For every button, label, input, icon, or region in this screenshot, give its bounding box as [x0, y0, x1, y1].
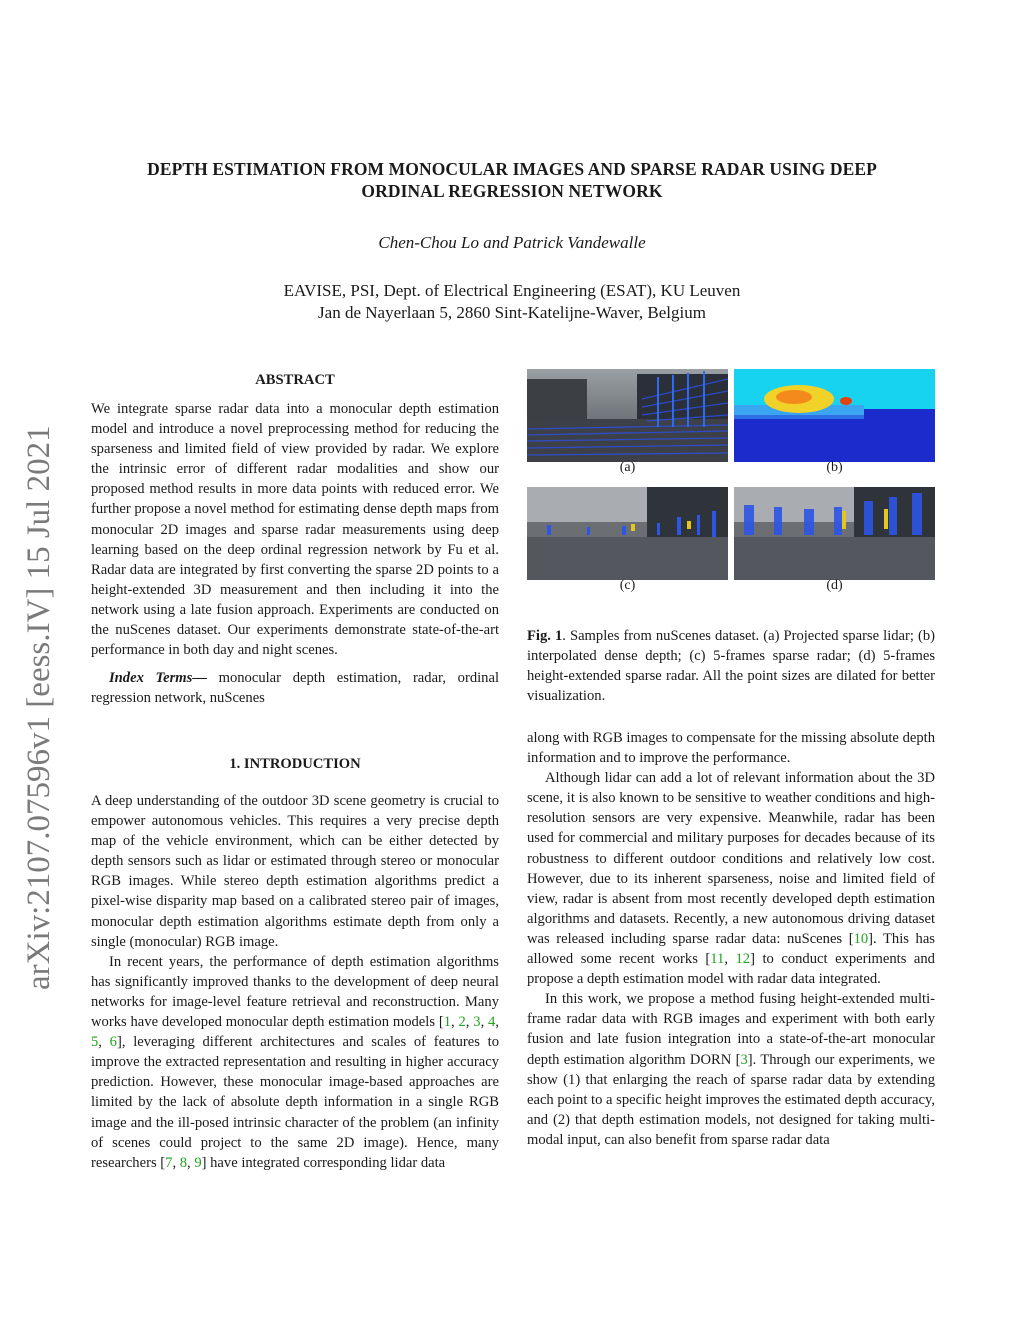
caption-text	[527, 626, 935, 706]
right-paragraph-2: Although lidar can add a lot of relevant information about the 3D scene, it is also known to be sensitive to weather conditions and high-resolution sensors are very expensive. Meanwhile, radar has been used for commercial and military purposes for decades because of its robustness to different outdoor conditions and relatively low cost. However, due to its inherent sparseness, noise and limited field of view, radar is absent from most recently developed depth estimation algorithms and datasets. Recently, a new autonomous driving dataset was released including sparse radar data: nuScenes [10]. This has allowed some recent works [11, 12] to conduct experiments and propose a depth estimation model with radar data integrated.	[527, 770, 935, 988]
citation-link[interactable]: 4	[488, 1014, 496, 1031]
intro-text	[91, 791, 499, 1173]
index-terms-text: monocular depth estimation, radar, ordinal regression network, nuScenes	[91, 670, 499, 707]
figure-projected-lidar	[527, 369, 728, 462]
intro-p2-text-a: In recent years, the performance of depth estimation algorithms has significantly improved thanks to the development of deep neural networks for image-level feature retrieval and reconstruction. Many works have developed monocular depth estimation models [	[91, 953, 499, 1031]
figure-height-extended-radar	[734, 487, 935, 580]
title-line-1: DEPTH ESTIMATION FROM MONOCULAR IMAGES AND SPARSE RADAR USING DEEP	[147, 159, 877, 179]
right-p3-text-end: ]. Through our experiments, we show (1) that enlarging the reach of sparse radar data by extending each point to a specific height improves the estimated depth accuracy, and (2) that depth estimation models, not designed for taking multi-modal input, can also benefit from sparse radar data	[527, 1051, 935, 1148]
right-column-text	[527, 728, 935, 1150]
intro-p2-text-end: ] have integrated corresponding lidar data	[201, 1154, 446, 1171]
index-terms-label: Index Terms—	[109, 670, 207, 687]
citation-link[interactable]: 8	[179, 1154, 188, 1171]
figure-sparse-radar	[527, 487, 728, 580]
figure-label-c: (c)	[619, 578, 636, 593]
intro-p2-text-b: ], leveraging different architectures and scales of features to improve the extracted representation and resulting in higher accuracy prediction. However, these monocular image-based approaches are limited by the lack of absolute depth information in a single RGB image and the ill-posed intrinsic character of the problem (an infinity of scenes could project to the same 2D image). Hence, many researchers [	[91, 1034, 499, 1171]
figure-caption	[527, 626, 935, 706]
citation-link[interactable]: 5	[91, 1034, 99, 1051]
abstract-text	[91, 399, 499, 708]
title-line-2: ORDINAL REGRESSION NETWORK	[361, 181, 663, 201]
abstract-body: We integrate sparse radar data into a monocular depth estimation model and introduce a novel preprocessing method for reducing the sparseness and limited field of view provided by radar. We explore the intrinsic error of different radar modalities and show our proposed method results in more data points with reduced error. We further propose a novel method for estimating dense depth maps from monocular 2D images and sparse radar measurements using deep learning based on the deep ordinal regression network by Fu et al. Radar data are integrated by first converting the sparse 2D points to a height-extended 3D measurement and then including it into the network using a late fusion approach. Experiments are conducted on the nuScenes dataset. Our experiments demonstrate state-of-the-art performance in both day and night scenes.	[91, 401, 499, 659]
caption-label: Fig. 1	[527, 628, 563, 644]
abstract-heading: ABSTRACT	[255, 372, 335, 388]
figure-dense-depth	[734, 369, 935, 462]
caption-body: . Samples from nuScenes dataset. (a) Projected sparse lidar; (b) interpolated dense depth; (c) 5-frames sparse radar; (d) 5-frames height-extended sparse radar. All the point sizes are dilated for better visualization.	[527, 628, 935, 705]
citation-link[interactable]: 10	[853, 930, 869, 947]
right-paragraph-1: along with RGB images to compensate for the missing absolute depth information and to improve the performance.	[527, 730, 935, 767]
figure-label-d: (d)	[826, 578, 843, 593]
affiliation-line-2: Jan de Nayerlaan 5, 2860 Sint-Katelijne-Waver, Belgium	[318, 303, 706, 322]
affiliation	[0, 280, 1024, 324]
paper-title	[60, 158, 964, 202]
arxiv-identifier: arXiv:2107.07596v1 [eess.IV] 15 Jul 2021	[21, 425, 57, 990]
citation-link[interactable]: 9	[194, 1154, 202, 1171]
arxiv-sidebar	[14, 360, 64, 990]
citation-link[interactable]: 7	[165, 1154, 173, 1171]
figure-label-b: (b)	[826, 460, 843, 475]
right-p3-text-a: In this work, we propose a method fusing height-extended multi-frame radar data with RGB images and experiment with both early fusion and late fusion integration into a state-of-the-art monocular depth estimation algorithm DORN [	[527, 991, 935, 1068]
right-p2-text-a: Although lidar can add a lot of relevant information about the 3D scene, it is also known to be sensitive to weather conditions and high-resolution sensors are very expensive. Meanwhile, radar has been used for commercial and military purposes for decades because of its robustness to different outdoor conditions and relatively low cost. However, due to its inherent sparseness, noise and limited field of view, radar is absent from most recently developed depth estimation algorithms and datasets. Recently, a new autonomous driving dataset was released including sparse radar data: nuScenes [	[527, 770, 935, 947]
authors: Chen-Chou Lo and Patrick Vandewalle	[378, 233, 646, 252]
citation-link[interactable]: 3	[473, 1014, 481, 1031]
citation-link[interactable]: 2	[458, 1014, 466, 1031]
right-p2-text-end: ] to conduct experiments and propose a depth estimation model with radar data integrated.	[527, 951, 935, 988]
citation-link[interactable]: 12	[735, 951, 751, 968]
right-paragraph-3	[527, 989, 935, 1150]
citation-link[interactable]: 3	[740, 1051, 748, 1068]
intro-heading: 1. INTRODUCTION	[229, 756, 361, 772]
citation-link[interactable]: 11	[710, 951, 725, 968]
right-p2-text-b: ]. This has allowed some recent works [	[527, 930, 935, 968]
intro-paragraph-1: A deep understanding of the outdoor 3D scene geometry is crucial to empower autonomous vehicles. This requires a very precise depth map of the vehicle environment, which can be either detected by depth sensors such as lidar or estimated through stereo or monocular RGB images. While stereo depth estimation algorithms predict a pixel-wise disparity map based on a calibrated stereo pair of images, monocular depth estimation algorithms estimate depth from only a single (monocular) RGB image.	[91, 793, 499, 950]
citation-link[interactable]: 6	[109, 1034, 117, 1051]
citation-link[interactable]: 1	[443, 1014, 451, 1031]
affiliation-line-1: EAVISE, PSI, Dept. of Electrical Engineering (ESAT), KU Leuven	[283, 281, 741, 300]
figure-label-a: (a)	[619, 460, 636, 475]
intro-paragraph-2: In recent years, the performance of depth estimation algorithms has significantly improved thanks to the development of deep neural networks for image-level feature retrieval and reconstruction. Many works have developed monocular depth estimation models [1, 2, 3, 4, 5, 6], leveraging different architectures and scales of features to improve the extracted representation and resulting in higher accuracy prediction. However, these monocular image-based approaches are limited by the lack of absolute depth information in a single RGB image and the ill-posed intrinsic character of the problem (an infinity of scenes could project to the same 2D image). Hence, many researchers [7, 8, 9] have integrated corresponding lidar data	[91, 953, 499, 1171]
index-terms	[91, 668, 499, 708]
